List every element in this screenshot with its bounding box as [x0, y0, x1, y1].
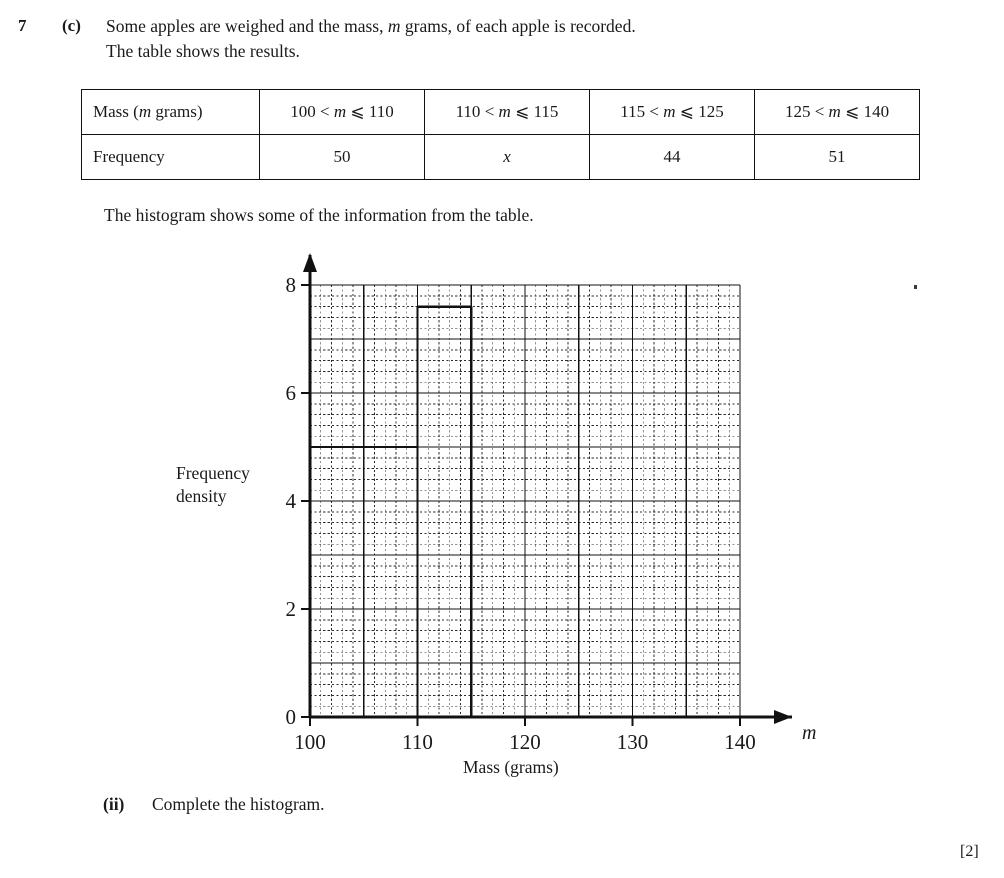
table-row-mass: [82, 90, 920, 135]
interval-2-op1: <: [484, 102, 495, 121]
x-tick-label-110: 110: [402, 730, 433, 750]
interval-3-op2: ⩽: [679, 102, 694, 121]
table-cell-interval-3: [590, 90, 755, 135]
table-cell-frequency-2: x: [425, 135, 590, 180]
marks-allocation: [2]: [960, 843, 979, 860]
interval-4-op1: <: [814, 102, 825, 121]
interval-2-upper: 115: [533, 102, 559, 121]
y-tick-label-2: 2: [285, 597, 296, 621]
interval-2-lower: 110: [455, 102, 481, 121]
y-axis-label: [176, 462, 250, 508]
interval-4-upper: 140: [863, 102, 890, 121]
interval-1-variable: m: [333, 102, 347, 121]
mass-header-variable: m: [138, 102, 152, 121]
question-stem-line-1: [106, 16, 636, 37]
question-number: 7: [18, 16, 27, 35]
table-cell-frequency-1: 50: [260, 135, 425, 180]
question-stem-line-2: The table shows the results.: [106, 41, 300, 61]
y-tick-label-4: 4: [285, 489, 296, 513]
x-tick-label-140: 140: [724, 730, 756, 750]
y-axis-label-line-2: density: [176, 486, 227, 506]
table-header-mass: [82, 90, 260, 135]
table-cell-interval-2: [425, 90, 590, 135]
histogram-figure: [170, 250, 870, 750]
x-axis-arrowhead: [774, 710, 792, 724]
x-tick-label-120: 120: [509, 730, 541, 750]
y-tick-label-6: 6: [285, 381, 296, 405]
interval-4-variable: m: [828, 102, 841, 121]
interval-3-upper: 125: [698, 102, 724, 121]
y-tick-label-0: 0: [285, 705, 296, 729]
stem-variable-m: m: [387, 16, 401, 36]
frequency-table: [81, 89, 920, 180]
subpart-instruction: Complete the histogram.: [152, 794, 325, 814]
y-tick-label-8: 8: [285, 273, 296, 297]
scan-speck: [914, 285, 917, 289]
table-header-frequency: Frequency: [82, 135, 260, 180]
interval-4-op2: ⩽: [845, 102, 860, 121]
x-axis-variable-label: m: [802, 722, 817, 744]
y-axis-arrowhead: [303, 253, 317, 272]
histogram-svg: [170, 250, 870, 750]
table-row-frequency: [82, 135, 920, 180]
mass-header-post: grams): [151, 102, 203, 121]
interval-2-variable: m: [498, 102, 511, 121]
y-axis-label-line-1: Frequency: [176, 463, 250, 483]
interval-1-lower: 100: [290, 102, 316, 121]
interval-3-op1: <: [649, 102, 659, 121]
table-cell-frequency-3: 44: [590, 135, 755, 180]
question-part-label: (c): [62, 16, 81, 35]
x-tick-label-130: 130: [616, 730, 649, 750]
interval-1-op1: <: [320, 102, 330, 121]
mass-header-pre: Mass (: [93, 102, 139, 121]
interval-3-variable: m: [663, 102, 676, 121]
subpart-label-ii: (ii): [103, 794, 125, 814]
interval-4-lower: 125: [784, 102, 811, 121]
interval-1-op2: ⩽: [350, 102, 365, 121]
interval-1-upper: 110: [368, 102, 394, 121]
stem-text-after-variable: grams, of each apple is recorded.: [400, 16, 636, 36]
stem-text-before-variable: Some apples are weighed and the mass,: [106, 16, 388, 36]
table-cell-interval-4: [755, 90, 920, 135]
interval-2-op2: ⩽: [515, 102, 530, 121]
x-axis-label: Mass (grams): [463, 757, 559, 777]
interval-3-lower: 115: [620, 102, 646, 121]
x-tick-label-100: 100: [294, 730, 326, 750]
table-cell-frequency-4: 51: [755, 135, 920, 180]
histogram-intro-text: The histogram shows some of the information from the table.: [104, 205, 534, 225]
table-cell-interval-1: [260, 90, 425, 135]
